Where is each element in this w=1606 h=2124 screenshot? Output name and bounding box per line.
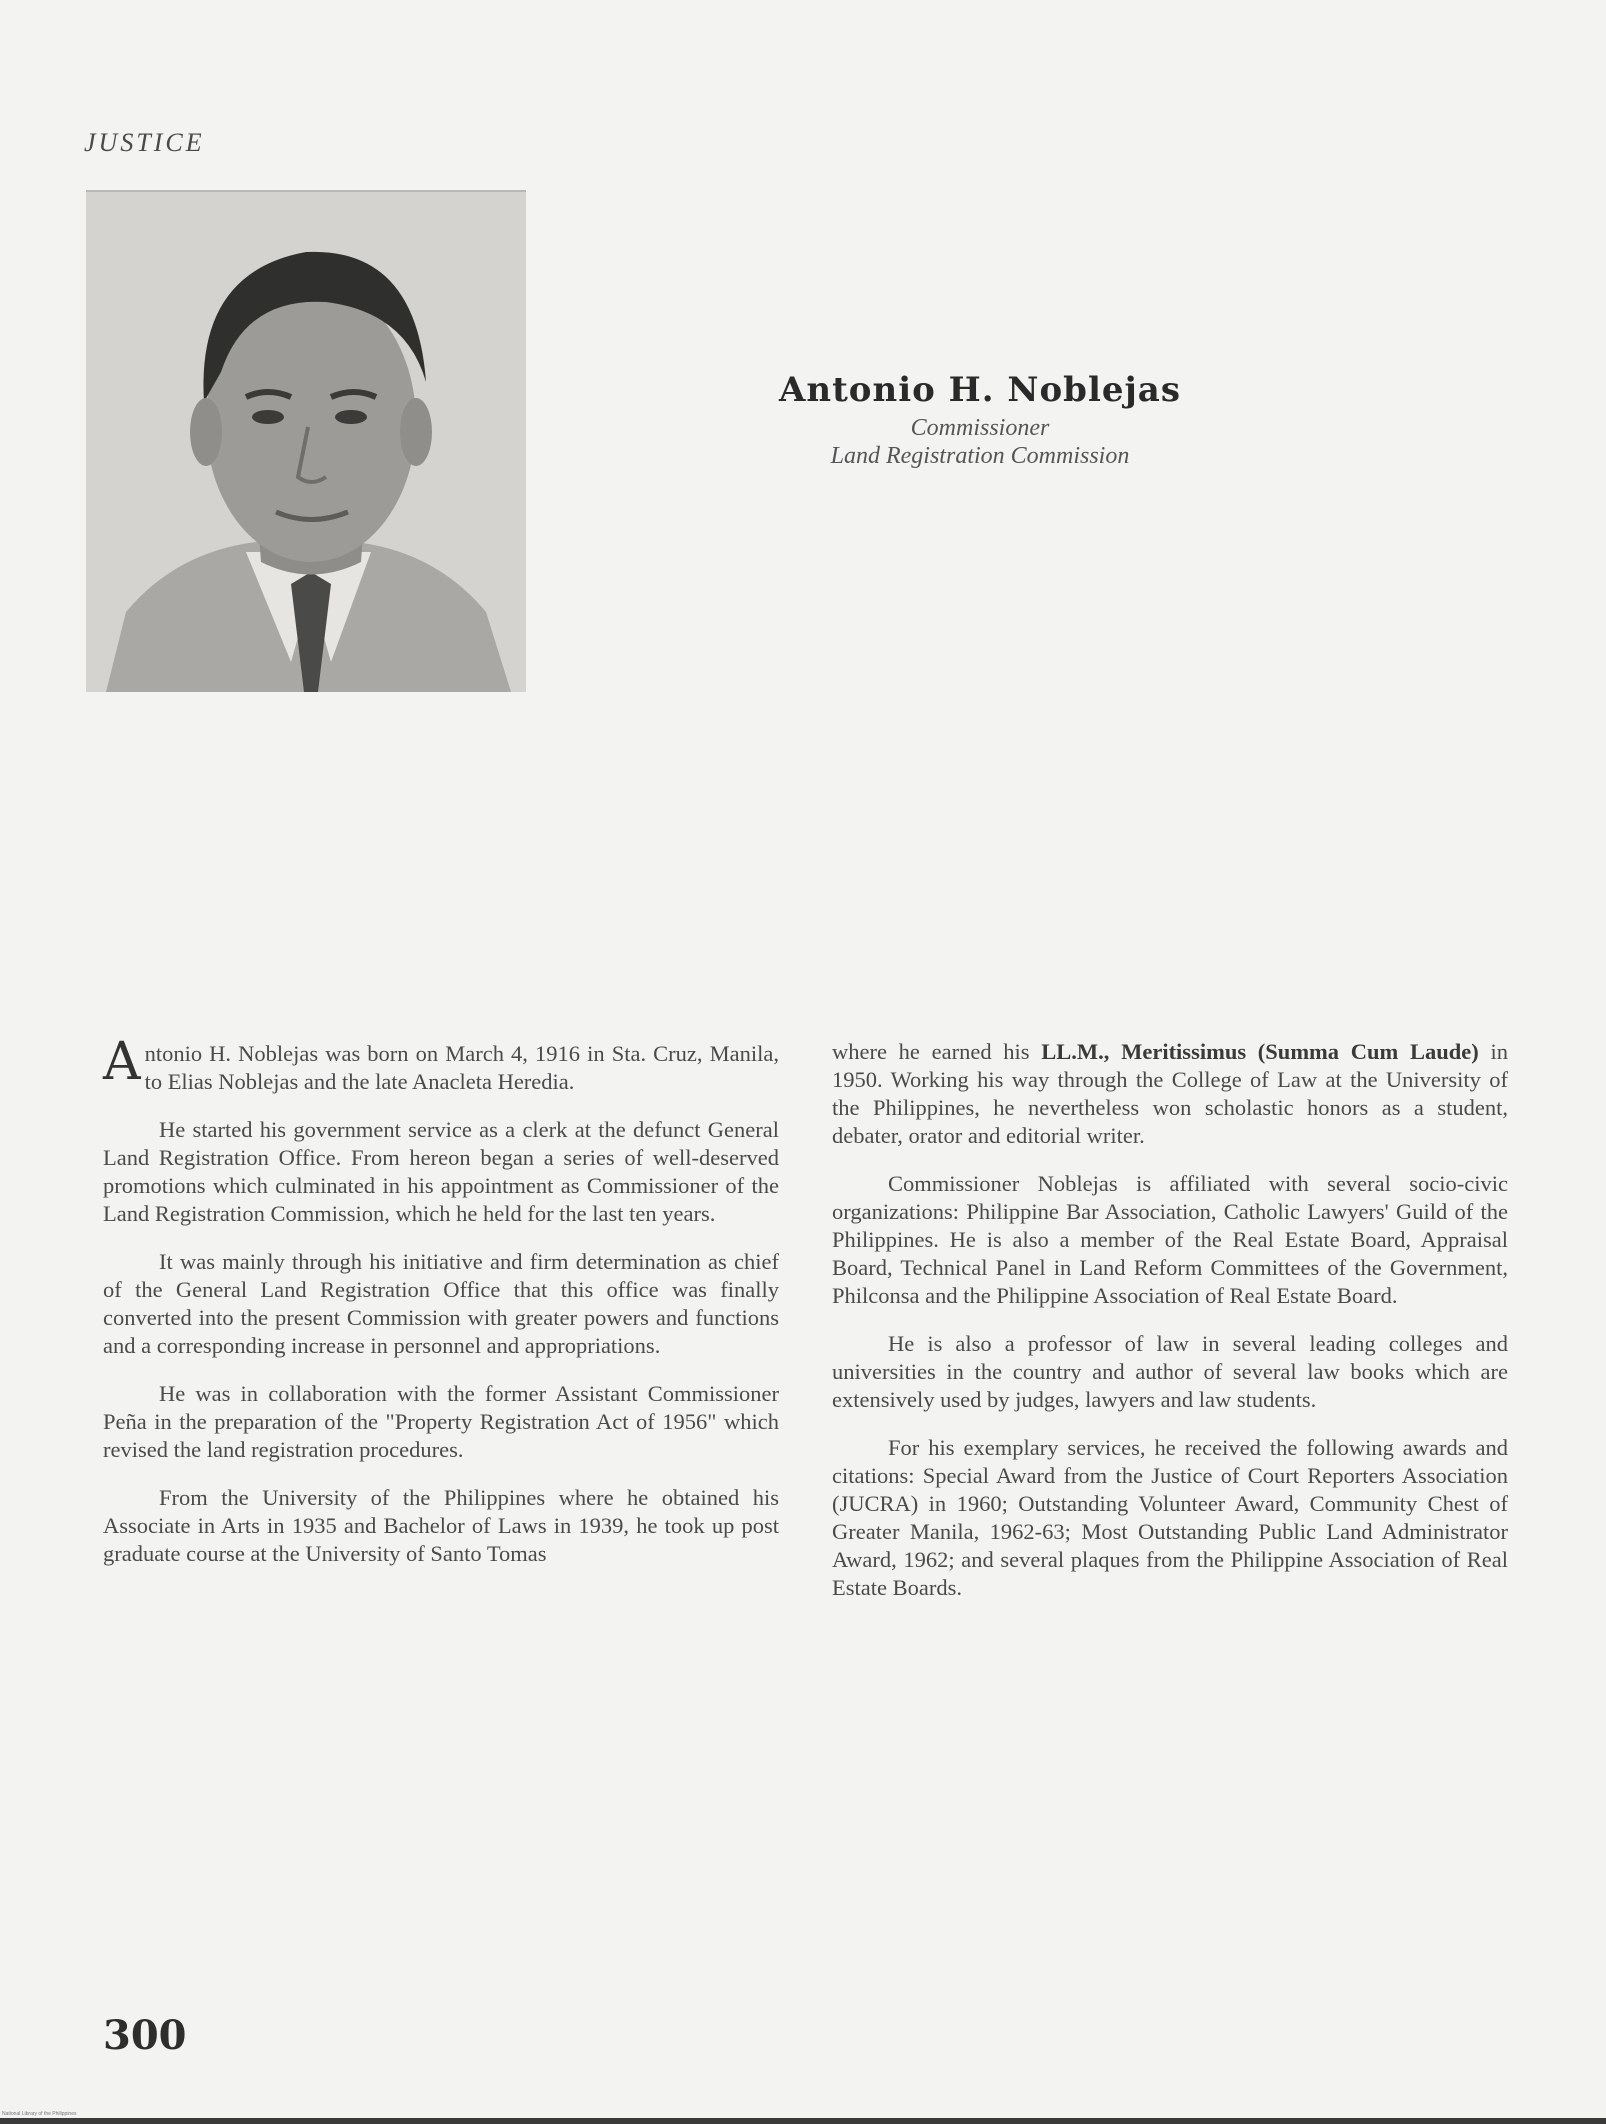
paragraph-education: From the University of the Philippines where he obtained his Associate in Arts in 1935 and Bachelor of Laws in 1939, he took up post graduate course at the University of Santo Tomas [103,1485,779,1566]
paragraph-professor: He is also a professor of law in several leading colleges and universities in the country and author of several law books which are extensively used by judges, lawyers and law students. [832,1331,1508,1412]
paragraph-initiative: It was mainly through his initiative and firm determination as chief of the General Land Registration Office that this office was finally converted into the present Commission with greater powers and functions and a corresponding increase in personnel and appropriations. [103,1249,779,1358]
degree-honors: LL.M., Meritissimus (Summa Cum Laude) [1041,1039,1479,1064]
paragraph-awards: For his exemplary services, he received the following awards and citations: Special Award from the Justice of Court Reporters Association (JUCRA) in 1960; Outstanding Volunteer Award, Community Chest of Greater Manila, 1962-63; Most Outstanding Public Land Administrator Award, 1962; and several plaques from the Philippine Association of Real Estate Boards. [832,1435,1508,1600]
footer-strip [0,2118,1606,2124]
paragraph-birth-text: ntonio H. Noblejas was born on March 4, 1916 in Sta. Cruz, Manila, to Elias Noblejas and the late Anacleta Heredia. [144,1041,779,1094]
paragraph-degree-a: where he earned his [832,1039,1042,1064]
paragraph-degree [832,1038,1508,1150]
paragraph-degree-b: in 1950. Working his way through the College of Law at the University of the Philippines, he nevertheless won scholastic honors as a student, debater, orator and editorial writer. [832,1039,1508,1148]
footer-credit: National Library of the Philippines [2,2111,77,2117]
drop-cap: A [103,1032,141,1092]
portrait-photo [86,190,526,692]
person-organization: Land Registration Commission [830,443,1130,469]
section-label: JUSTICE [84,128,205,157]
paragraph-career: He started his government service as a clerk at the defunct General Land Registration Office. From hereon began a series of well-deserved promotions which culminated in his appointment as Commissioner of the Land Registration Commission, which he held for the last ten years. [103,1117,779,1226]
article-column-right [832,1038,1508,1622]
paragraph-affiliations: Commissioner Noblejas is affiliated with several socio-civic organizations: Philippine Bar Association, Catholic Lawyers' Guild of the Philippines. He is also a member of the Real Estate Board, Appraisal Board, Technical Panel in Land Reform Committees of the Government, Philconsa and the Philippine Association of Real Estate Board. [832,1171,1508,1308]
paragraph-birth [103,1032,779,1096]
portrait-icon [86,192,526,692]
page-number: 300 [103,2012,187,2059]
person-name: Antonio H. Noblejas [779,370,1181,410]
person-title: Commissioner [910,415,1050,441]
profile-heading [760,370,1200,470]
article-column-left [103,1032,779,1588]
paragraph-collaboration: He was in collaboration with the former Assistant Commissioner Peña in the preparation of the "Property Registration Act of 1956" which revised the land registration procedures. [103,1381,779,1462]
